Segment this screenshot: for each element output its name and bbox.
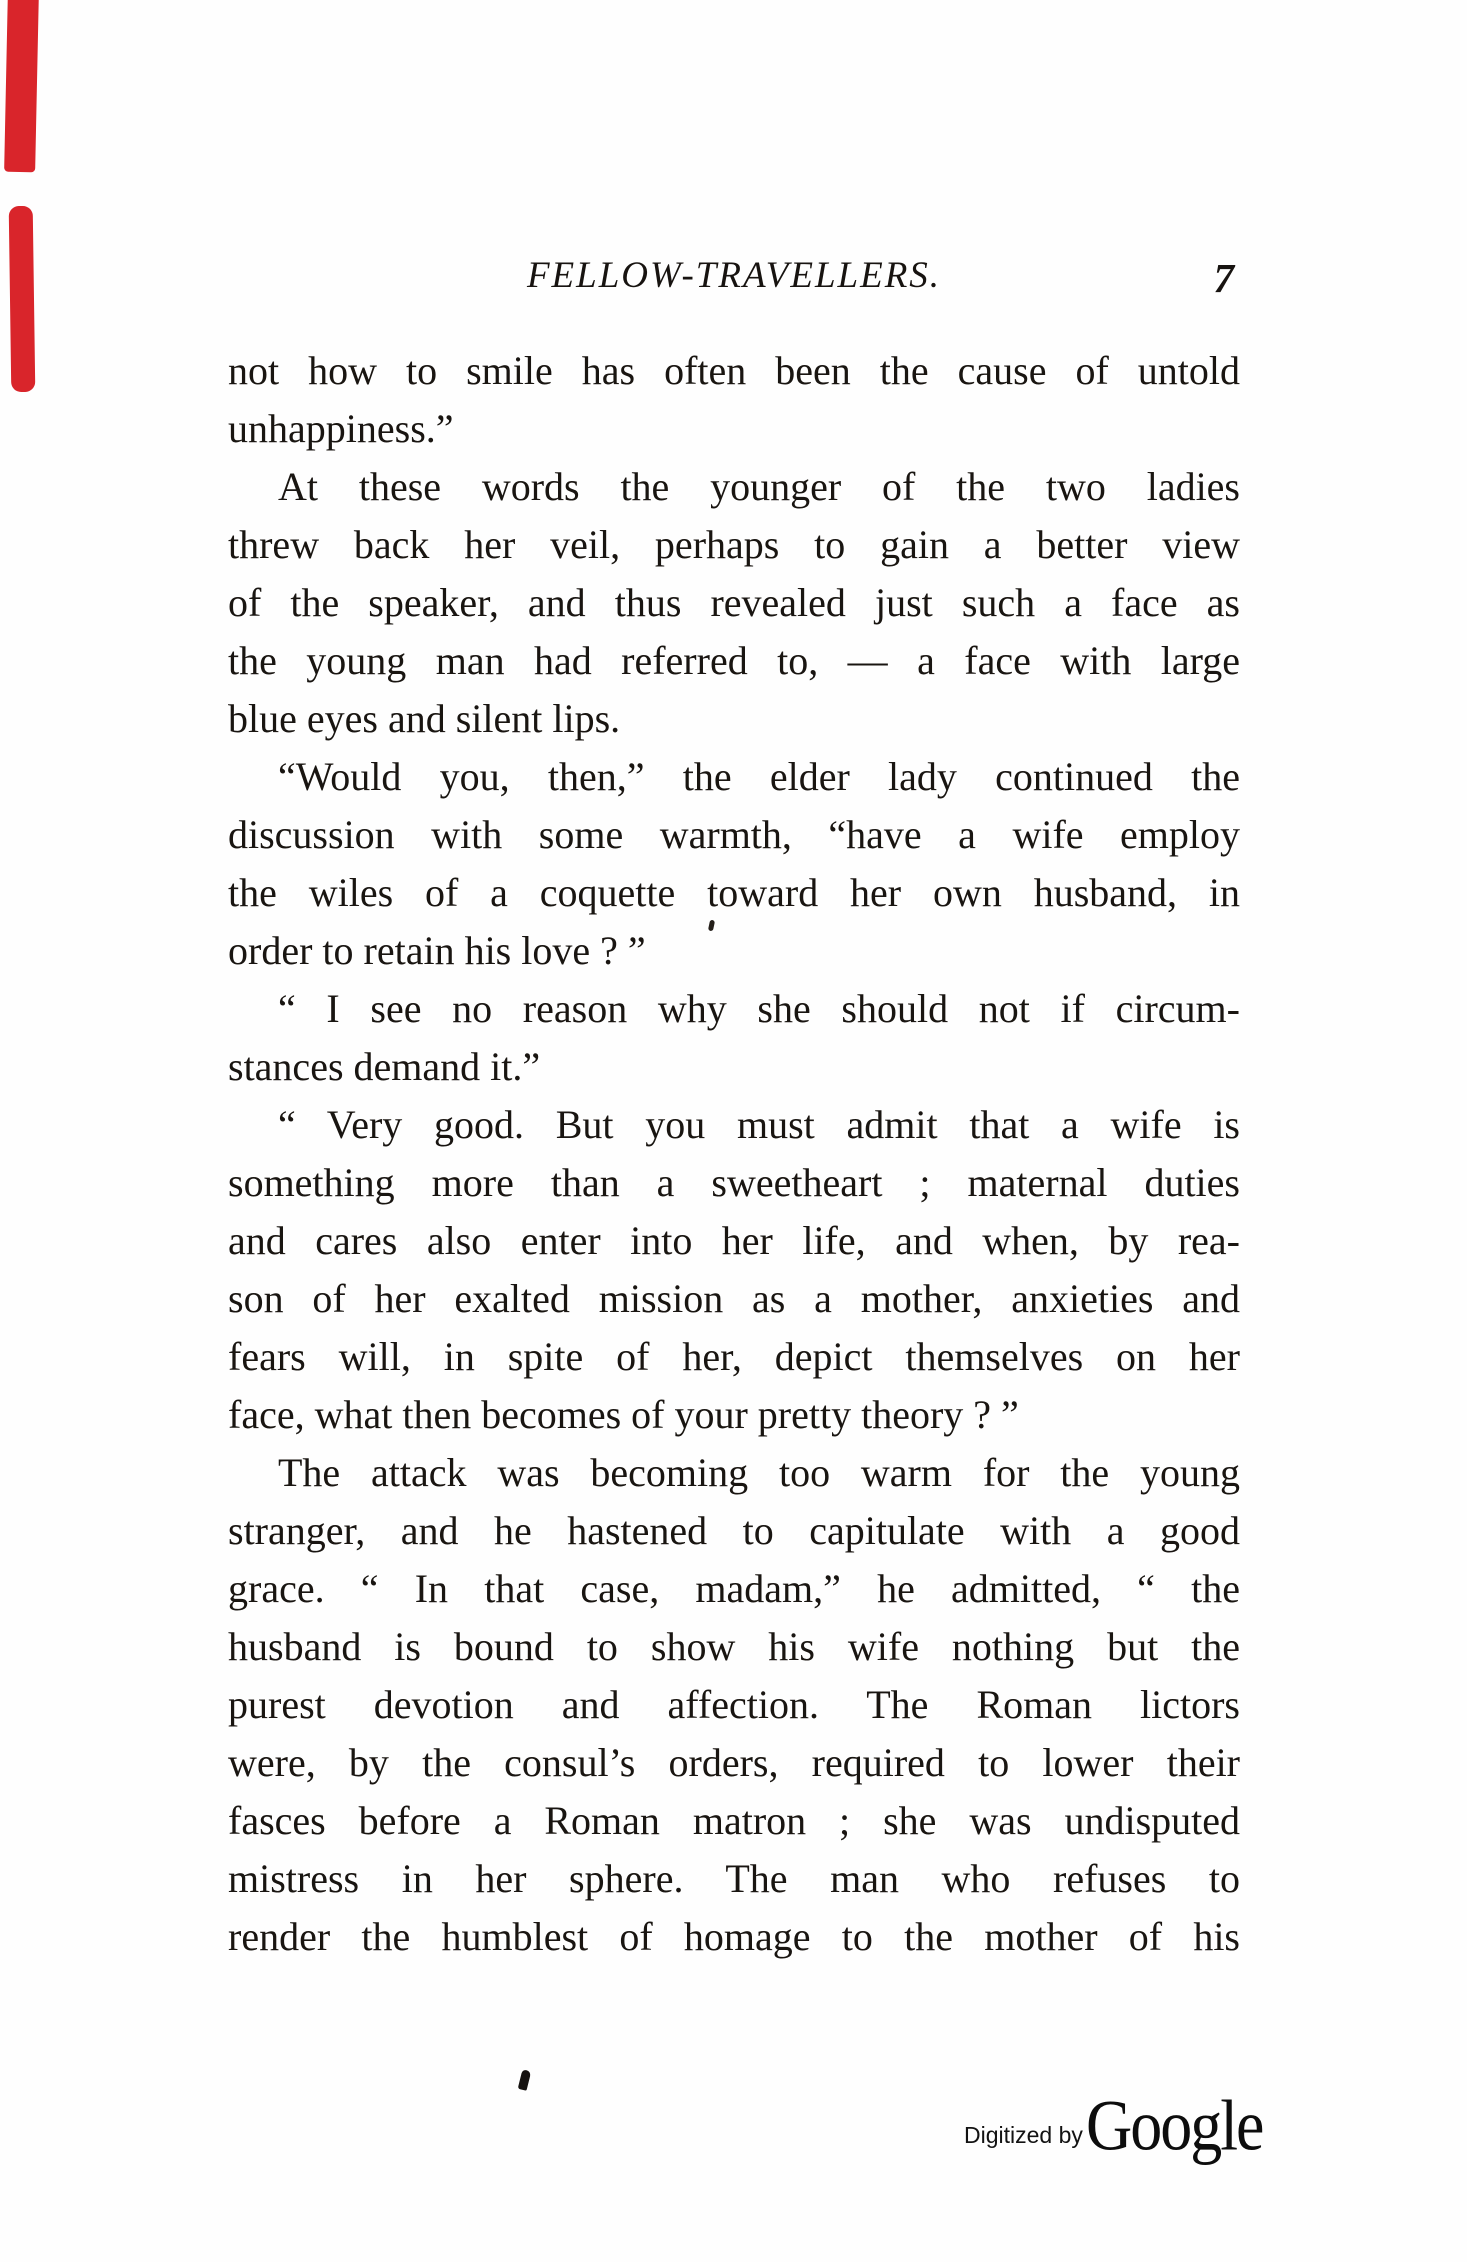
text-line: husband is bound to show his wife nothing but the: [228, 1624, 1240, 1669]
text-line: face, what then becomes of your pretty theory ? ”: [228, 1392, 1019, 1437]
text-line: unhappiness.”: [228, 406, 454, 451]
text-line: fasces before a Roman matron ; she was undisputed: [228, 1798, 1240, 1843]
text-line: threw back her veil, perhaps to gain a better view: [228, 522, 1240, 567]
text-line: were, by the consul’s orders, required to lower their: [228, 1740, 1240, 1785]
text-line: render the humblest of homage to the mother of his: [228, 1914, 1240, 1959]
paragraph: [228, 748, 1240, 980]
text-line: “ I see no reason why she should not if circum-: [278, 986, 1240, 1031]
page-title: FELLOW-TRAVELLERS.: [526, 255, 942, 296]
text-line: fears will, in spite of her, depict themselves on her: [228, 1334, 1240, 1379]
running-header: [228, 252, 1240, 302]
google-watermark-logo: Google: [1086, 2085, 1263, 2166]
text-line: At these words the younger of the two ladies: [278, 464, 1240, 509]
text-line: the wiles of a coquette toward her own husband, in: [228, 870, 1240, 915]
paragraph: [228, 1096, 1240, 1444]
paragraph: [228, 458, 1240, 748]
paragraph: [228, 1444, 1240, 1966]
text-line: stranger, and he hastened to capitulate with a good: [228, 1508, 1240, 1553]
paragraph: [228, 342, 1240, 458]
paragraph: [228, 980, 1240, 1096]
text-line: of the speaker, and thus revealed just such a face as: [228, 580, 1240, 625]
stray-ink-mark: [518, 2069, 532, 2091]
page-number: 7: [1213, 255, 1234, 301]
text-line: stances demand it.”: [228, 1044, 541, 1089]
text-line: son of her exalted mission as a mother, anxieties and: [228, 1276, 1240, 1321]
text-line: mistress in her sphere. The man who refuses to: [228, 1856, 1240, 1901]
text-line: grace. “ In that case, madam,” he admitted, “ the: [228, 1566, 1240, 1611]
text-line: “Would you, then,” the elder lady continued the: [278, 754, 1240, 799]
digitized-by-label: Digitized by: [964, 2122, 1083, 2148]
text-line: and cares also enter into her life, and when, by rea-: [228, 1218, 1240, 1263]
text-line: purest devotion and affection. The Roman lictors: [228, 1682, 1240, 1727]
text-line: something more than a sweetheart ; maternal duties: [228, 1160, 1240, 1205]
scan-edge-strip-second: [9, 206, 36, 392]
text-line: the young man had referred to, — a face with large: [228, 638, 1240, 683]
body-text: [228, 342, 1240, 1966]
text-line: discussion with some warmth, “have a wife employ: [228, 812, 1240, 857]
scan-edge-strip-top: [4, 0, 39, 172]
text-line: not how to smile has often been the cause of untold: [228, 348, 1240, 393]
text-line: The attack was becoming too warm for the young: [278, 1450, 1240, 1495]
text-line: “ Very good. But you must admit that a wife is: [278, 1102, 1240, 1147]
text-line: blue eyes and silent lips.: [228, 696, 621, 741]
text-line: order to retain his love ? ”: [228, 928, 646, 973]
